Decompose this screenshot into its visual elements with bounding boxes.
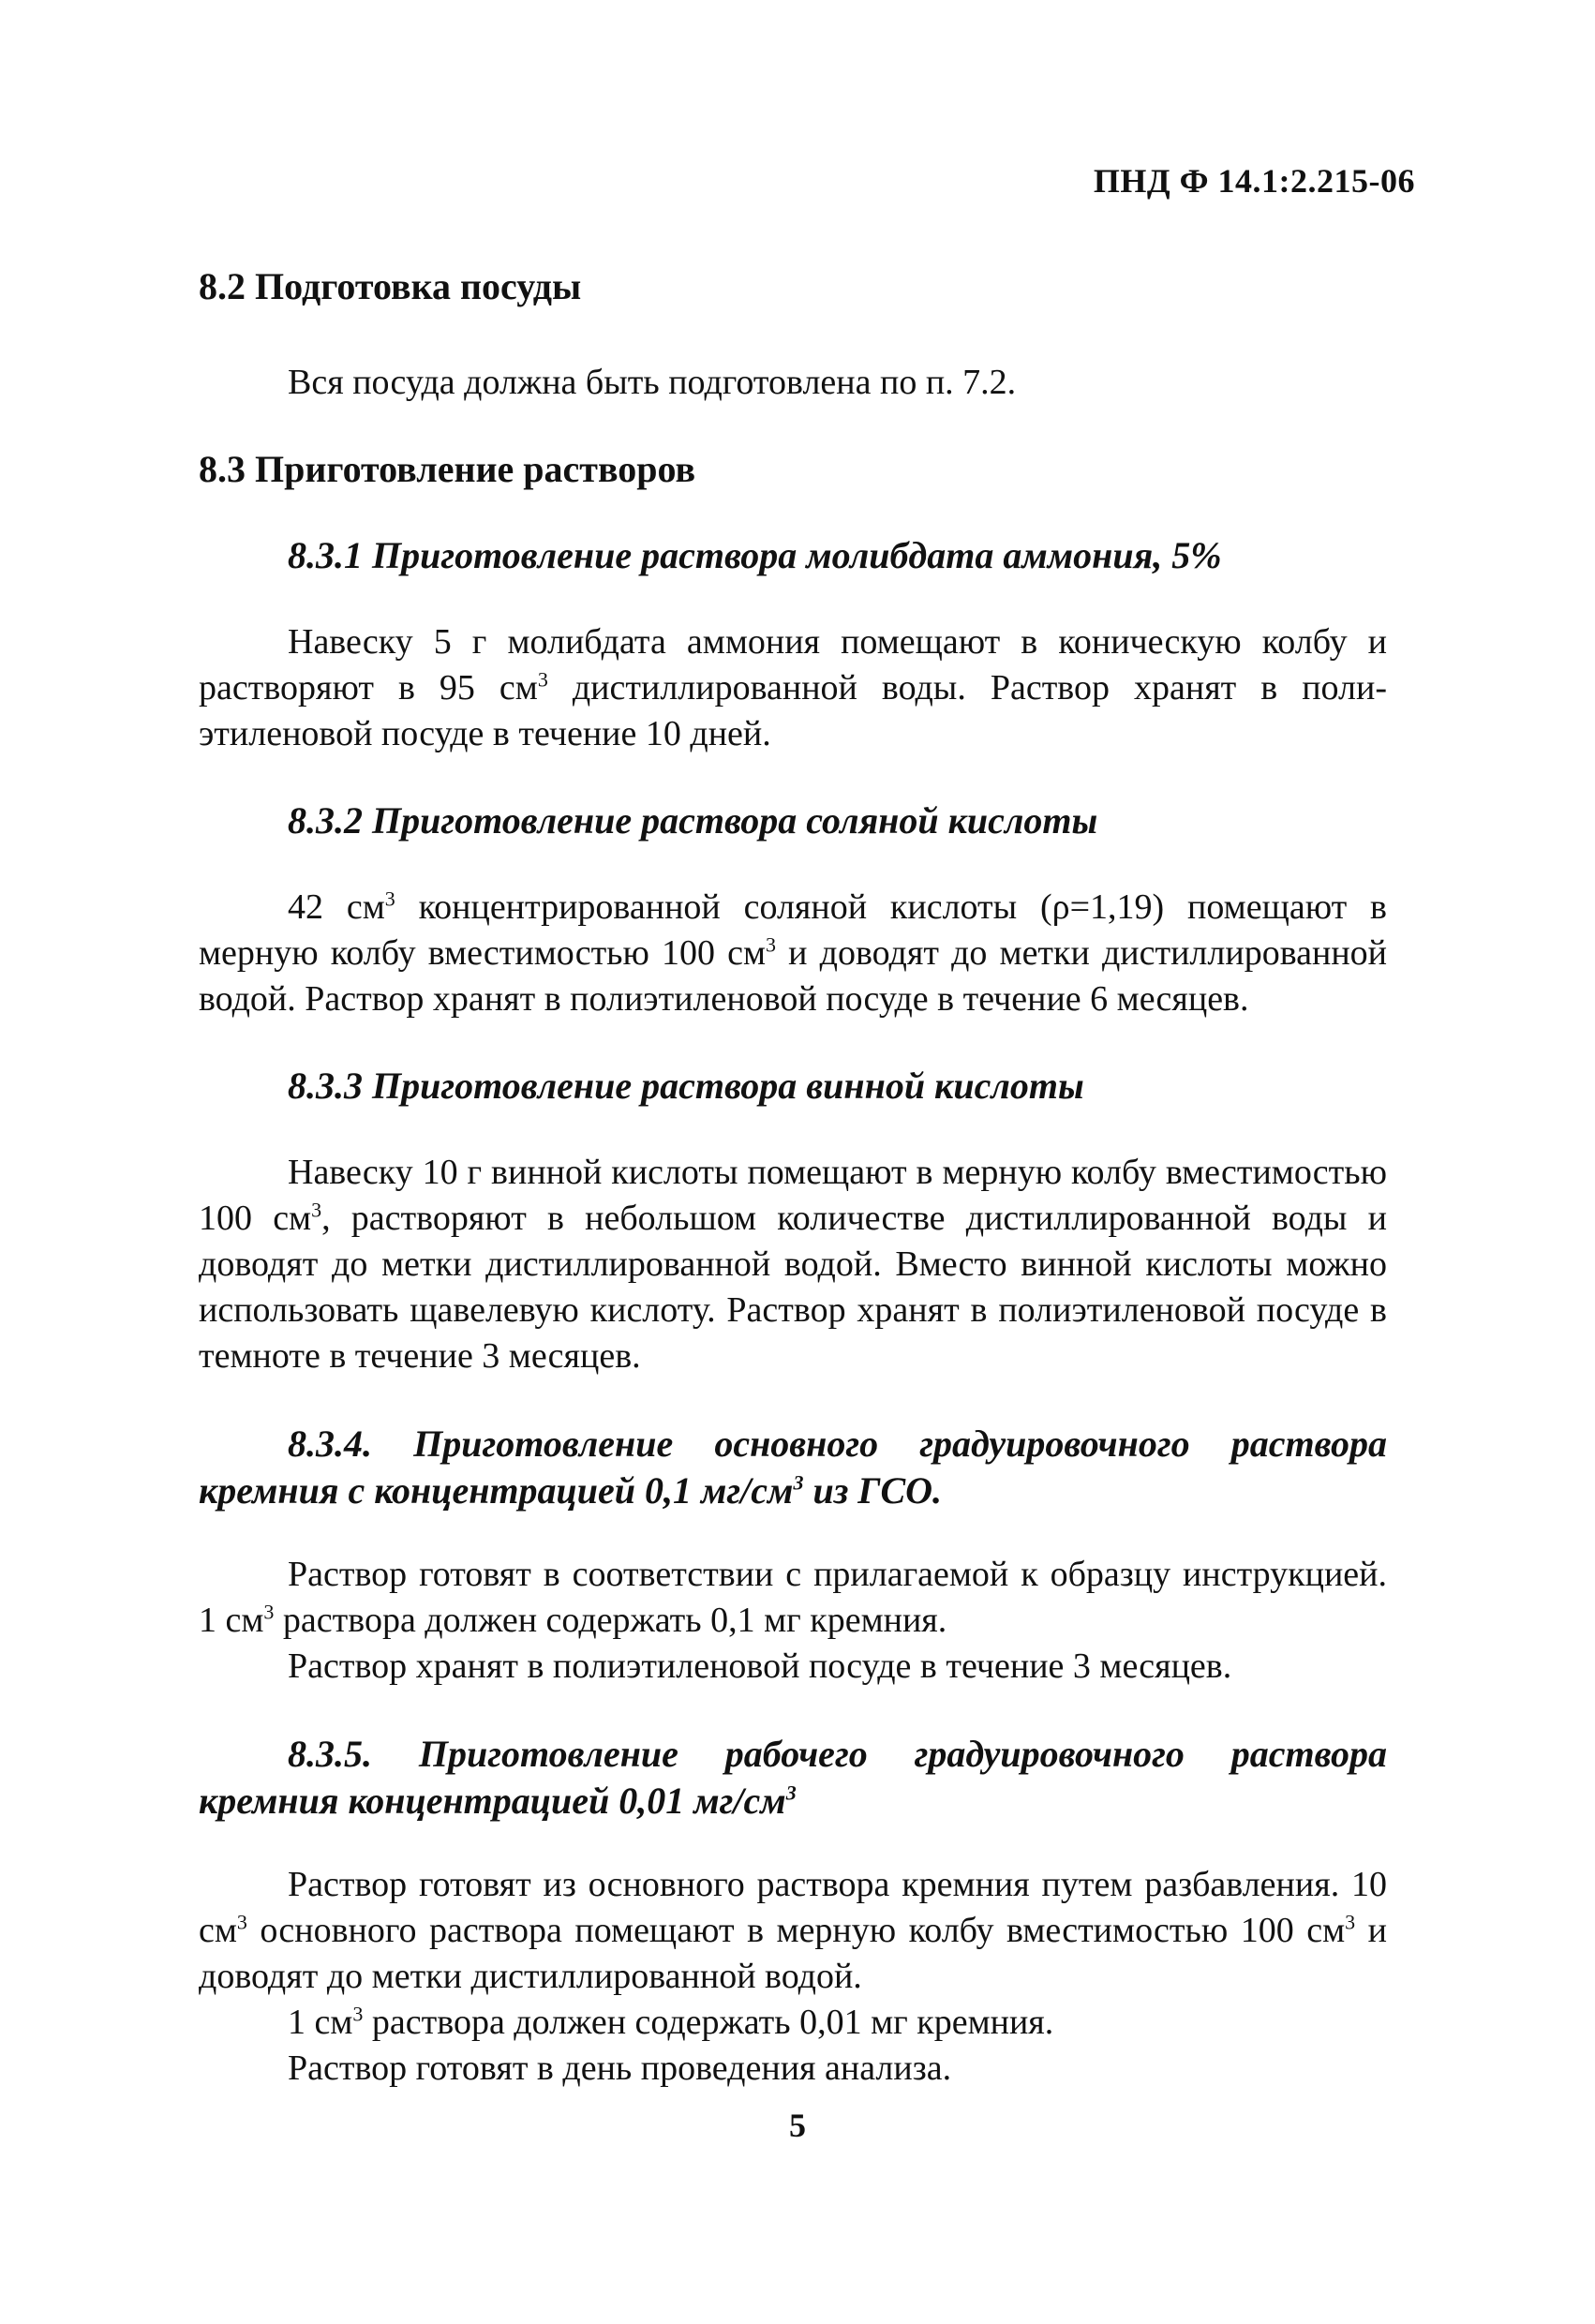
section-8-3-4-text-2: Раствор хранят в полиэтиленовой посуде в течение 3 месяцев. (288, 1646, 1232, 1686)
section-8-3-1-title: 8.3.1 Приготовление раствора молибдата аммония, 5% (288, 534, 1222, 576)
section-8-3-5-title: 8.3.5. Приготовление рабочего градуировочного раствора кремния концентрацией 0,01 $мг/см^3$ (199, 1733, 1387, 1822)
page-content (199, 264, 1387, 2092)
section-8-3-title: 8.3 Приготовление растворов (199, 448, 696, 490)
section-8-2-title: 8.2 Подготовка посуды (199, 265, 582, 307)
section-8-3-5-text-2: 1 $см^3$ раствора должен содержать 0,01 мг кремния. (288, 2002, 1054, 2042)
section-8-3-5-text-1: Раствор готовят из основного раствора кремния путем разбавления. 10 $см^3$ основного раствора помещают в мерную колбу вместимостью 100 $см^3$ и доводят до метки дистиллированной водой. (199, 1865, 1387, 1996)
section-8-3-3-text: Навеску 10 г винной кислоты помещают в мерную колбу вместимостью 100 $см^3$, растворяют в небольшом количестве дистиллированной воды и доводят до метки дистиллированной водой. Вместо винной кислоты можно использовать щавелевую кислоту. Раствор хранят в полиэтиленовой посуде в темноте в течение 3 месяцев. (199, 1153, 1387, 1376)
section-8-3-5-text-3: Раствор готовят в день проведения анализа. (288, 2048, 952, 2088)
section-8-3-2-title: 8.3.2 Приготовление раствора соляной кислоты (288, 799, 1098, 842)
document-code: ПНД Ф 14.1:2.215-06 (1093, 162, 1415, 200)
page-number: 5 (789, 2107, 806, 2144)
section-8-3-4-text-1: Раствор готовят в соответствии с прилагаемой к образцу инструкцией. 1 $см^3$ раствора должен содержать 0,1 мг кремния. (199, 1555, 1387, 1640)
section-8-3-2-text: 42 $см^3$ концентрированной соляной кислоты (ρ=1,19) помещают в мерную колбу вместимостью 100 $см^3$ и доводят до метки дистиллированной водой. Раствор хранят в полиэтиленовой посуде в течение 6 месяцев. (199, 886, 1388, 1019)
section-8-3-4-title: 8.3.4. Приготовление основного градуировочного раствора кремния с концентрацией 0,1 $мг/см^3$ из ГСО. (199, 1423, 1387, 1512)
section-8-3-3-title: 8.3.3 Приготовление раствора винной кислоты (288, 1065, 1084, 1107)
section-8-2-text: Вся посуда должна быть подготовлена по п. 7.2. (288, 363, 1017, 402)
section-8-3-1-text: Навеску 5 г молибдата аммония помещают в коническую колбу и растворяют в 95 $см^3$ дистиллированной воды. Раствор хранят в полиэтиленовой посуде в течение 10 дней. (199, 622, 1387, 753)
